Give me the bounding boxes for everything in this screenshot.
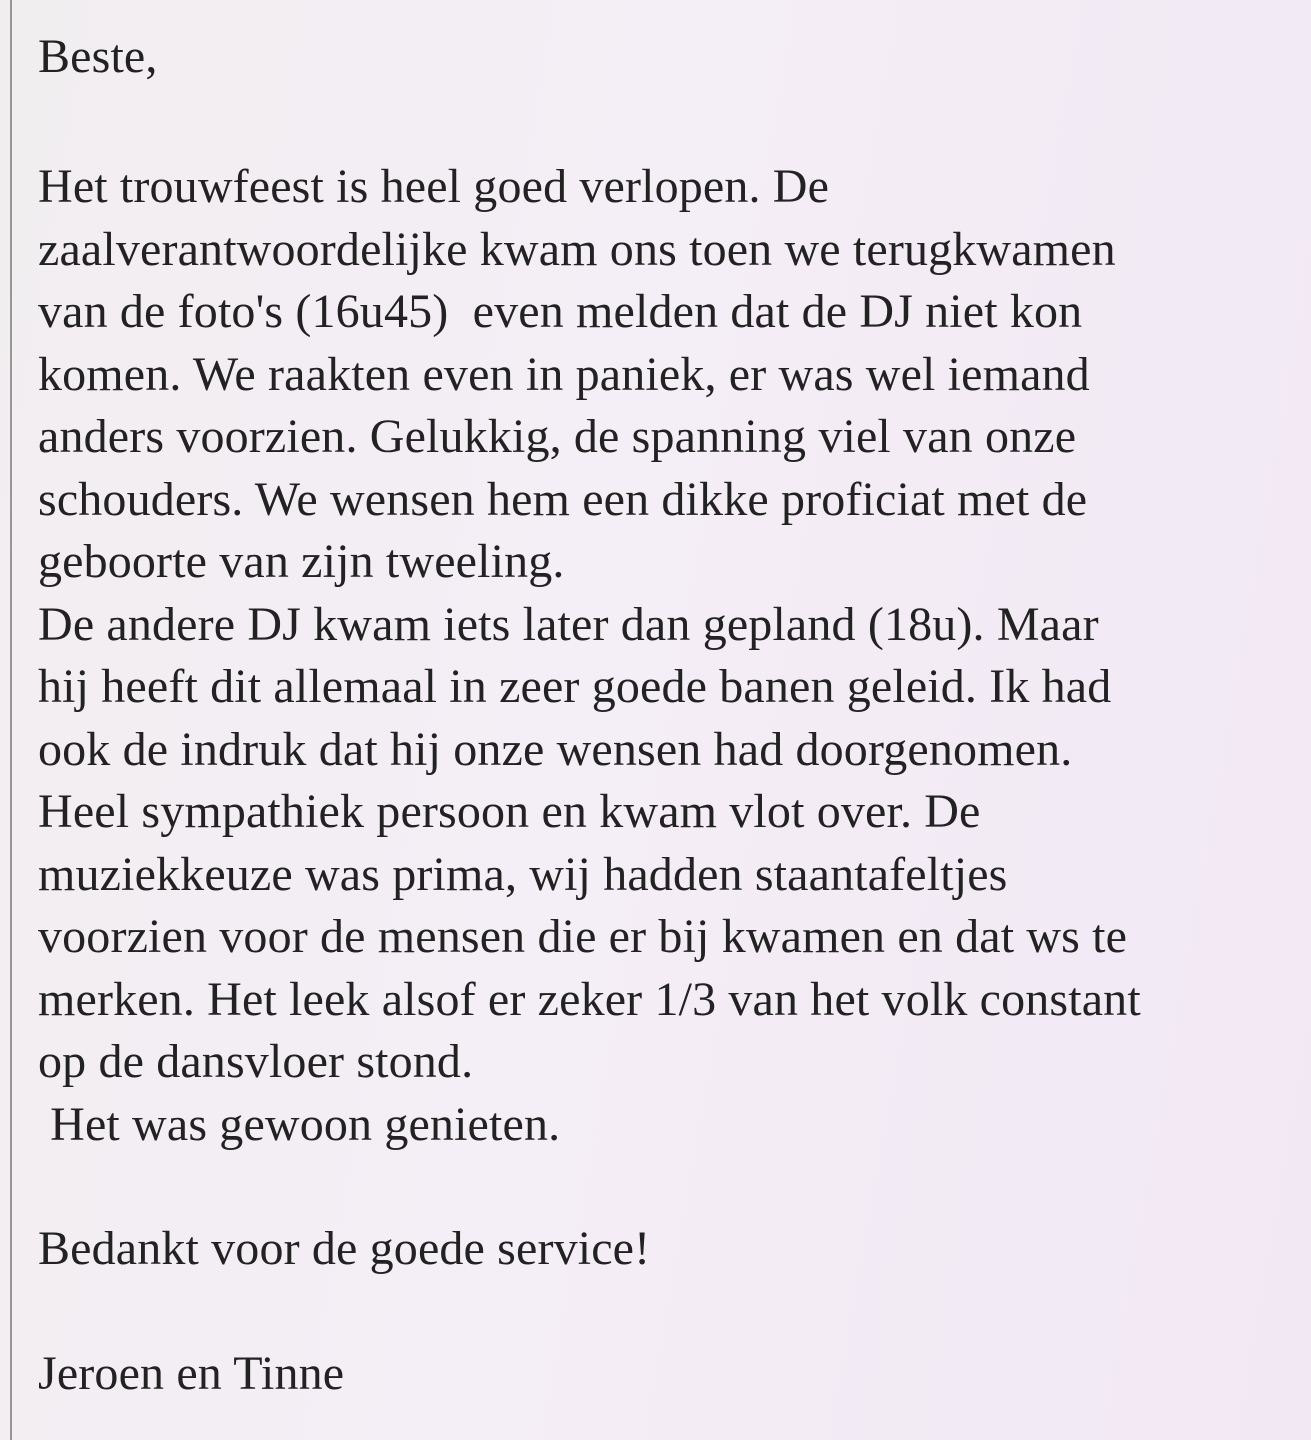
letter-text bbox=[38, 0, 1311, 1440]
greeting: Beste, bbox=[38, 30, 158, 83]
body-line: voorzien voor de mensen die er bij kwamen en dat ws te bbox=[38, 910, 1128, 963]
body-line: Het was gewoon genieten. bbox=[38, 1097, 561, 1151]
body-line: ook de indruk dat hij onze wensen had doorgenomen. bbox=[38, 722, 1073, 776]
body-line: komen. We raakten even in paniek, er was wel iemand bbox=[38, 347, 1090, 401]
body-line: Het trouwfeest is heel goed verlopen. De bbox=[38, 160, 830, 213]
body-line: De andere DJ kwam iets later dan gepland (18u). Maar bbox=[38, 597, 1099, 651]
signature: Jeroen en Tinne bbox=[38, 1347, 345, 1400]
page-margin-line bbox=[10, 0, 12, 1440]
body-line: van de foto's (16u45) even melden dat de DJ niet kon bbox=[38, 285, 1083, 338]
body-line: op de dansvloer stond. bbox=[38, 1035, 474, 1088]
body-line: hij heeft dit allemaal in zeer goede banen geleid. Ik had bbox=[38, 660, 1112, 713]
body-line: Heel sympathiek persoon en kwam vlot over. De bbox=[38, 785, 981, 838]
thanks-line: Bedankt voor de goede service! bbox=[38, 1222, 651, 1275]
body-line: zaalverantwoordelijke kwam ons toen we terugkwamen bbox=[38, 222, 1116, 276]
body-line: anders voorzien. Gelukkig, de spanning viel van onze bbox=[38, 410, 1077, 463]
body-line: merken. Het leek alsof er zeker 1/3 van het volk constant bbox=[38, 972, 1141, 1026]
body-line: geboorte van zijn tweeling. bbox=[38, 535, 565, 588]
body-line: muziekkeuze was prima, wij hadden staantafeltjes bbox=[38, 847, 1008, 901]
body-line: schouders. We wensen hem een dikke proficiat met de bbox=[38, 472, 1088, 526]
